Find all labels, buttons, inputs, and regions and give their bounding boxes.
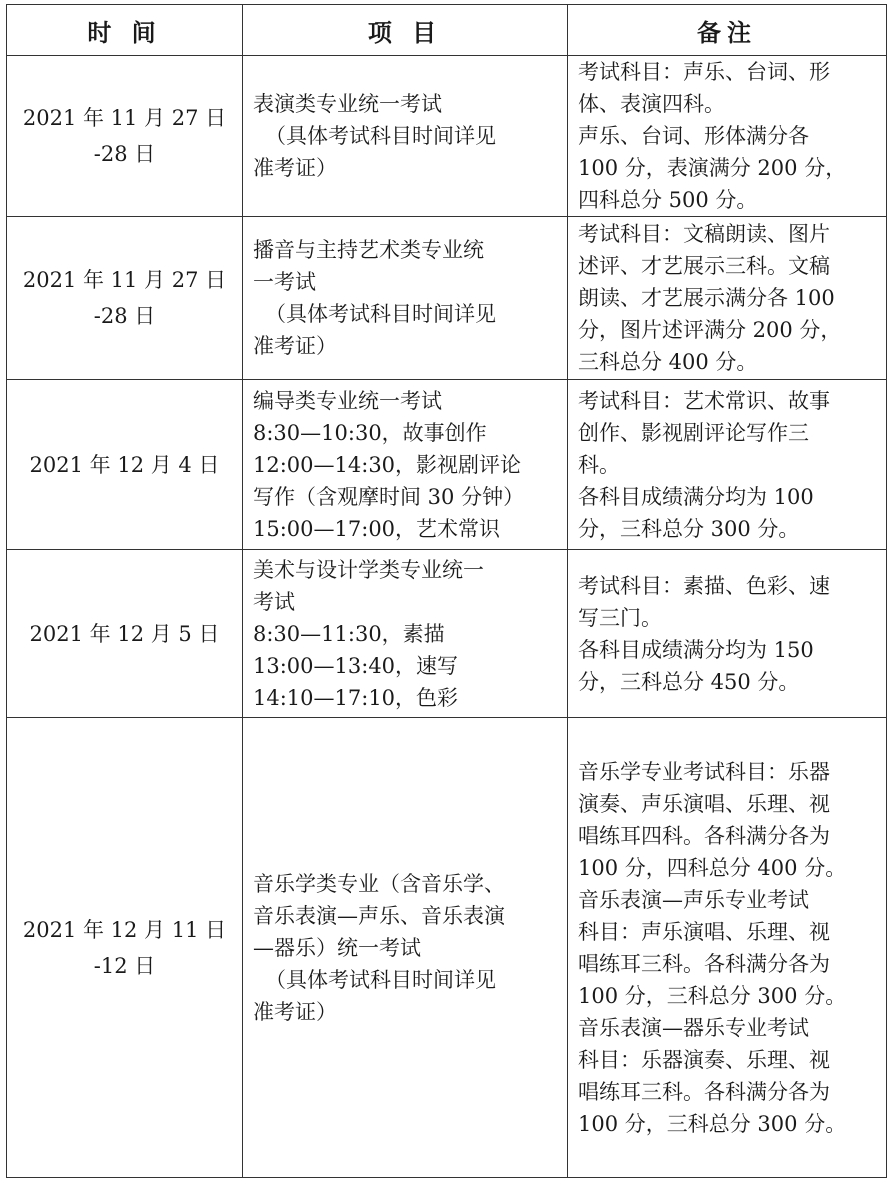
project-line: 8:30—11:30，素描: [253, 621, 445, 646]
project-line: 准考证）: [253, 334, 337, 358]
date-line: 2021 年 12 月 4 日: [29, 452, 220, 477]
date-cell: [7, 718, 243, 1178]
project-line: 音乐表演—声乐、音乐表演: [253, 903, 505, 928]
date-cell: [7, 550, 243, 718]
project-line: 写作（含观摩时间 30 分钟）: [253, 484, 525, 509]
project-cell: [243, 56, 568, 217]
project-line: 表演类专业统一考试: [253, 92, 442, 116]
date-line: 2021 年 12 月 5 日: [29, 621, 220, 646]
note-line: 科目：声乐演唱、乐理、视: [578, 919, 830, 944]
table-row: [7, 56, 887, 217]
date-cell: [7, 217, 243, 380]
note-line: 100 分，三科总分 300 分。: [578, 1111, 847, 1136]
note-line: 创作、影视剧评论写作三: [578, 420, 809, 445]
note-line: 科目：乐器演奏、乐理、视: [578, 1047, 830, 1072]
project-cell: [243, 380, 568, 550]
note-cell: [568, 217, 887, 380]
project-line: 准考证）: [253, 999, 337, 1024]
project-line: （具体考试科目时间详见: [265, 124, 496, 148]
note-line: 三科总分 400 分。: [578, 350, 758, 374]
note-line: 唱练耳三科。各科满分各为: [578, 1079, 830, 1104]
note-cell: [568, 550, 887, 718]
project-line: 12:00—14:30，影视剧评论: [253, 452, 522, 477]
note-line: 100 分，表演满分 200 分，: [578, 156, 847, 180]
note-line: 考试科目：艺术常识、故事: [578, 388, 830, 413]
table-header-row: [7, 5, 887, 56]
note-line: 各科目成绩满分均为 100: [578, 484, 814, 509]
project-cell: [243, 550, 568, 718]
note-line: 考试科目：声乐、台词、形: [578, 60, 830, 84]
project-line: 美术与设计学类专业统一: [253, 557, 484, 582]
project-line: —器乐）统一考试: [253, 935, 421, 960]
project-cell: [243, 718, 568, 1178]
project-line: 13:00—13:40，速写: [253, 653, 459, 678]
note-line: 四科总分 500 分。: [578, 188, 758, 212]
table-row: [7, 380, 887, 550]
note-line: 写三门。: [578, 605, 662, 630]
project-line: 编导类专业统一考试: [253, 388, 442, 413]
date-line: -12 日: [93, 953, 156, 978]
note-line: 各科目成绩满分均为 150: [578, 637, 814, 662]
project-line: 音乐学类专业（含音乐学、: [253, 871, 505, 896]
note-line: 分，三科总分 450 分。: [578, 669, 800, 694]
header-note: 备注: [568, 5, 887, 56]
note-line: 考试科目：素描、色彩、速: [578, 573, 830, 598]
note-line: 音乐学专业考试科目：乐器: [578, 759, 830, 784]
note-line: 考试科目：文稿朗读、图片: [578, 222, 830, 246]
project-line: （具体考试科目时间详见: [265, 302, 496, 326]
project-line: 8:30—10:30，故事创作: [253, 420, 487, 445]
date-cell: [7, 380, 243, 550]
date-line: 2021 年 11 月 27 日: [22, 106, 227, 130]
project-line: 14:10—17:10，色彩: [253, 685, 459, 710]
note-line: 音乐表演—声乐专业考试: [578, 887, 809, 912]
date-line: 2021 年 11 月 27 日: [22, 268, 227, 292]
header-time: 时 间: [7, 5, 243, 56]
date-line: 2021 年 12 月 11 日: [22, 917, 227, 942]
table-row: [7, 550, 887, 718]
date-line: -28 日: [93, 142, 156, 166]
table-row: [7, 217, 887, 380]
note-cell: [568, 56, 887, 217]
project-line: 播音与主持艺术类专业统: [253, 238, 484, 262]
table-row: [7, 718, 887, 1178]
note-line: 唱练耳四科。各科满分各为: [578, 823, 830, 848]
note-line: 音乐表演—器乐专业考试: [578, 1015, 809, 1040]
note-line: 分，三科总分 300 分。: [578, 516, 800, 541]
note-line: 科。: [578, 452, 620, 477]
project-line: 考试: [253, 589, 295, 614]
header-project: 项 目: [243, 5, 568, 56]
project-line: 15:00—17:00，艺术常识: [253, 516, 501, 541]
date-line: -28 日: [93, 304, 156, 328]
note-line: 体、表演四科。: [578, 92, 725, 116]
note-cell: [568, 380, 887, 550]
note-line: 演奏、声乐演唱、乐理、视: [578, 791, 830, 816]
note-line: 分，图片述评满分 200 分，: [578, 318, 842, 342]
note-line: 100 分，四科总分 400 分。: [578, 855, 847, 880]
date-cell: [7, 56, 243, 217]
project-line: 一考试: [253, 270, 316, 294]
project-line: （具体考试科目时间详见: [265, 967, 496, 992]
project-cell: [243, 217, 568, 380]
note-line: 100 分，三科总分 300 分。: [578, 983, 847, 1008]
note-line: 述评、才艺展示三科。文稿: [578, 254, 830, 278]
project-line: 准考证）: [253, 156, 337, 180]
note-cell: [568, 718, 887, 1178]
exam-schedule-table: [6, 4, 887, 1178]
note-line: 声乐、台词、形体满分各: [578, 124, 809, 148]
note-line: 朗读、才艺展示满分各 100: [578, 286, 835, 310]
note-line: 唱练耳三科。各科满分各为: [578, 951, 830, 976]
